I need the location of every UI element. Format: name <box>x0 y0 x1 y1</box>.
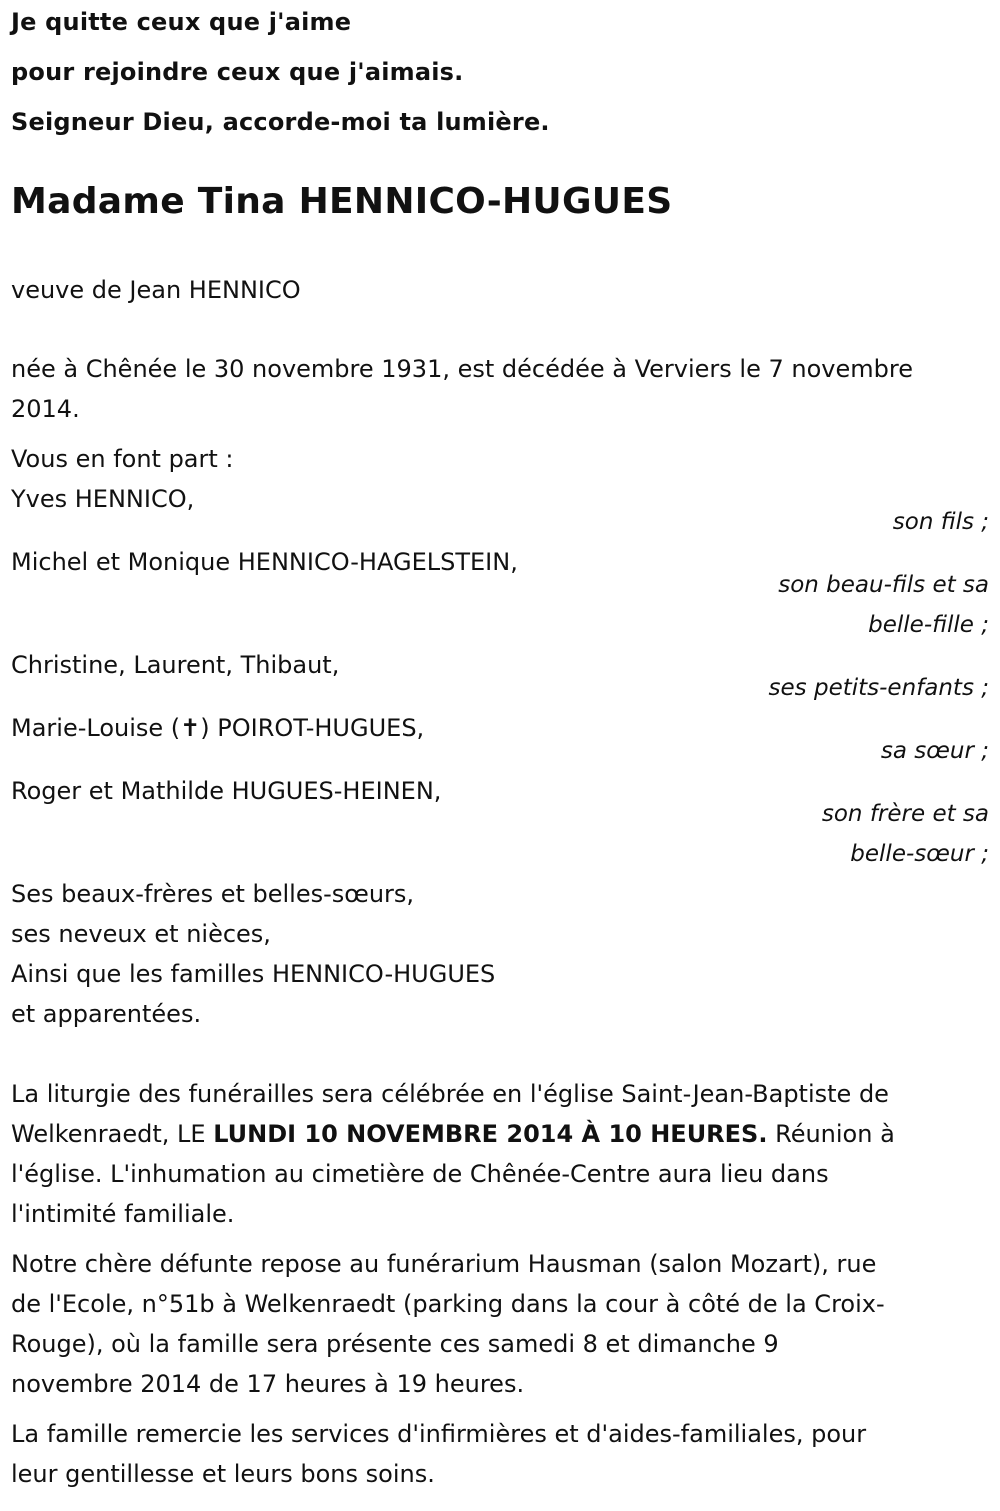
birth-death-line-1: née à Chênée le 30 novembre 1931, est décédée à Verviers le 7 novembre <box>11 355 913 383</box>
family-relation-5b: belle-sœur ; <box>850 841 989 867</box>
quote-line-3: Seigneur Dieu, accorde-moi ta lumière. <box>11 108 550 136</box>
family-relation-1: son fils ; <box>892 509 989 535</box>
family-relation-4: sa sœur ; <box>880 738 989 764</box>
family-names-5: Roger et Mathilde HUGUES-HEINEN, <box>11 777 442 805</box>
family-names-2: Michel et Monique HENNICO-HAGELSTEIN, <box>11 548 518 576</box>
thanks-line-2: leur gentillesse et leurs bons soins. <box>11 1460 435 1488</box>
viewing-line-3: Rouge), où la famille sera présente ces samedi 8 et dimanche 9 <box>11 1330 779 1358</box>
funeral-line-2-suffix: Réunion à <box>767 1120 895 1148</box>
extended-family-line-1: Ses beaux-frères et belles-sœurs, <box>11 880 415 908</box>
announce-intro: Vous en font part : <box>11 445 234 473</box>
funeral-line-1: La liturgie des funérailles sera célébrée en l'église Saint-Jean-Baptiste de <box>11 1080 889 1108</box>
family-names-3: Christine, Laurent, Thibaut, <box>11 651 340 679</box>
family-relation-5a: son frère et sa <box>821 801 989 827</box>
family-names-1: Yves HENNICO, <box>11 485 195 513</box>
extended-family-line-3: Ainsi que les familles HENNICO-HUGUES <box>11 960 496 988</box>
viewing-line-2: de l'Ecole, n°51b à Welkenraedt (parking dans la cour à côté de la Croix- <box>11 1290 885 1318</box>
deceased-name: Madame Tina HENNICO-HUGUES <box>11 181 673 222</box>
funeral-line-2-prefix: Welkenraedt, LE <box>11 1120 214 1148</box>
quote-line-2: pour rejoindre ceux que j'aimais. <box>11 58 464 86</box>
viewing-line-4: novembre 2014 de 17 heures à 19 heures. <box>11 1370 525 1398</box>
funeral-line-4: l'intimité familiale. <box>11 1200 235 1228</box>
family-relation-2a: son beau-fils et sa <box>778 572 989 598</box>
funeral-date-time: LUNDI 10 NOVEMBRE 2014 À 10 HEURES. <box>213 1120 768 1148</box>
family-names-4: Marie-Louise (✝) POIROT-HUGUES, <box>11 714 425 742</box>
extended-family-line-4: et apparentées. <box>11 1000 202 1028</box>
birth-death-line-2: 2014. <box>11 395 80 423</box>
extended-family-line-2: ses neveux et nièces, <box>11 920 271 948</box>
funeral-line-3: l'église. L'inhumation au cimetière de Chênée-Centre aura lieu dans <box>11 1160 829 1188</box>
thanks-line-1: La famille remercie les services d'infirmières et d'aides-familiales, pour <box>11 1420 867 1448</box>
widow-of: veuve de Jean HENNICO <box>11 276 301 304</box>
family-relation-3: ses petits-enfants ; <box>768 675 989 701</box>
funeral-line-2 <box>11 1120 895 1148</box>
family-relation-2b: belle-fille ; <box>868 612 989 638</box>
viewing-line-1: Notre chère défunte repose au funérarium Hausman (salon Mozart), rue <box>11 1250 877 1278</box>
quote-line-1: Je quitte ceux que j'aime <box>11 8 352 36</box>
